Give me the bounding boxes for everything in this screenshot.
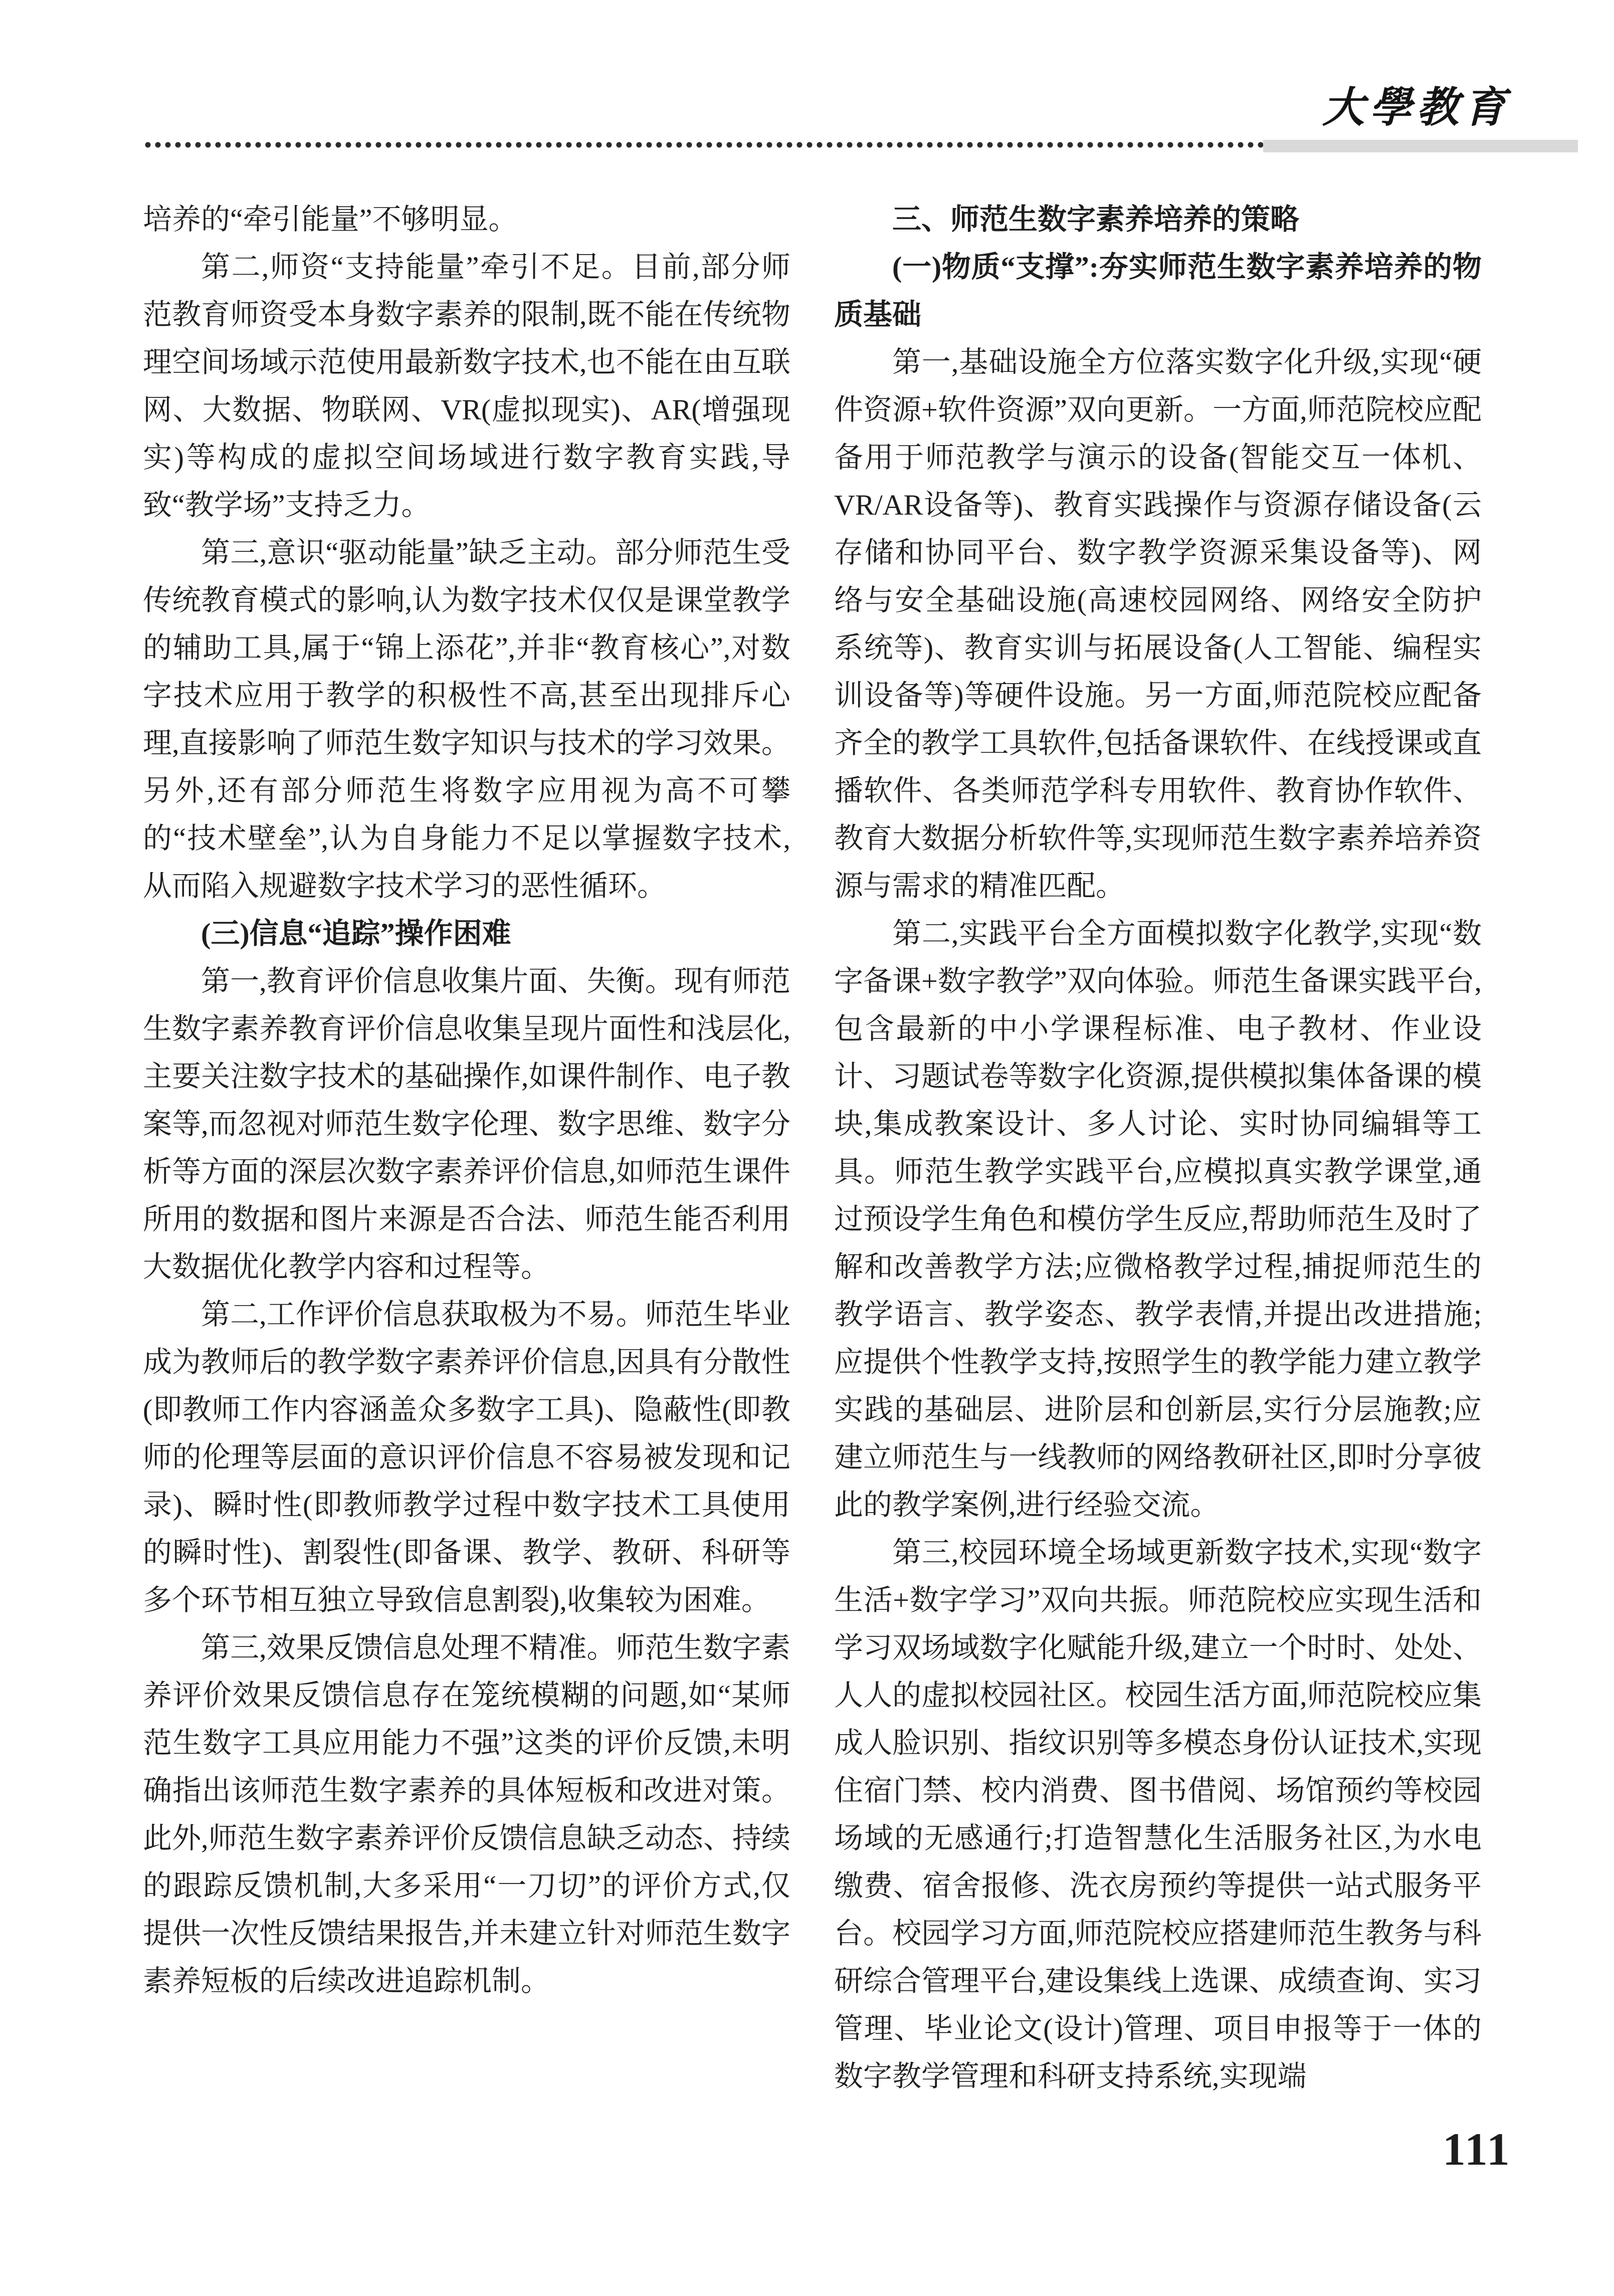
paragraph: 第二,实践平台全方面模拟数字化教学,实现“数字备课+数字教学”双向体验。师范生备课实践平台,包含最新的中小学课程标准、电子教材、作业设计、习题试卷等数字化资源,提供模拟集体备课的模块,集成教案设计、多人讨论、实时协同编辑等工具。师范生教学实践平台,应模拟真实教学课堂,通过预设学生角色和模仿学生反应,帮助师范生及时了解和改善教学方法;应微格教学过程,捕捉师范生的教学语言、教学姿态、教学表情,并提出改进措施;应提供个性教学支持,按照学生的教学能力建立教学实践的基础层、进阶层和创新层,实行分层施教;应建立师范生与一线教师的网络教研社区,即时分享彼此的教学案例,进行经验交流。 [834,917,1482,1521]
header-accent-bar [1263,140,1578,152]
paragraph: 第一,教育评价信息收集片面、失衡。现有师范生数字素养教育评价信息收集呈现片面性和浅层化,主要关注数字技术的基础操作,如课件制作、电子教案等,而忽视对师范生数字伦理、数字思维、数字分析等方面的深层次数字素养评价信息,如师范生课件所用的数据和图片来源是否合法、师范生能否利用大数据优化教学内容和过程等。 [143,965,790,1283]
paragraph: 第三,效果反馈信息处理不精准。师范生数字素养评价效果反馈信息存在笼统模糊的问题,如“某师范生数字工具应用能力不强”这类的评价反馈,未明确指出该师范生数字素养的具体短板和改进对策。此外,师范生数字素养评价反馈信息缺乏动态、持续的跟踪反馈机制,大多采用“一刀切”的评价方式,仅提供一次性反馈结果报告,并未建立针对师范生数字素养短板的后续改进追踪机制。 [143,1631,790,1997]
paragraph-continuation: 培养的“牵引能量”不够明显。 [143,203,518,236]
paragraph: 第一,基础设施全方位落实数字化升级,实现“硬件资源+软件资源”双向更新。一方面,师范院校应配备用于师范教学与演示的设备(智能交互一体机、VR/AR设备等)、教育实践操作与资源存储设备(云存储和协同平台、数字教学资源采集设备等)、网络与安全基础设施(高速校园网络、网络安全防护系统等)、教育实训与拓展设备(人工智能、编程实训设备等)等硬件设施。另一方面,师范院校应配备齐全的教学工具软件,包括备课软件、在线授课或直播软件、各类师范学科专用软件、教育协作软件、教育大数据分析软件等,实现师范生数字素养培养资源与需求的精准匹配。 [834,346,1482,902]
paragraph: 第三,校园环境全场域更新数字技术,实现“数字生活+数字学习”双向共振。师范院校应实现生活和学习双场域数字化赋能升级,建立一个时时、处处、人人的虚拟校园社区。校园生活方面,师范院校应集成人脸识别、指纹识别等多模态身份认证技术,实现住宿门禁、校内消费、图书借阅、场馆预约等校园场域的无感通行;打造智慧化生活服务社区,为水电缴费、宿舍报修、洗衣房预约等提供一站式服务平台。校园学习方面,师范院校应搭建师范生教务与科研综合管理平台,建设集线上选课、成绩查询、实习管理、毕业论文(设计)管理、项目申报等于一体的数字教学管理和科研支持系统,实现端 [834,1536,1482,2093]
paragraph: 第二,工作评价信息获取极为不易。师范生毕业成为教师后的教学数字素养评价信息,因具有分散性(即教师工作内容涵盖众多数字工具)、隐蔽性(即教师的伦理等层面的意识评价信息不容易被发现和记录)、瞬时性(即教师教学过程中数字技术工具使用的瞬时性)、割裂性(即备课、教学、教研、科研等多个环节相互独立导致信息割裂),收集较为困难。 [143,1298,790,1616]
page-number: 111 [1443,2124,1511,2175]
paragraph: 第二,师资“支持能量”牵引不足。目前,部分师范教育师资受本身数字素养的限制,既不能在传统物理空间场域示范使用最新数字技术,也不能在由互联网、大数据、物联网、VR(虚拟现实)、AR(增强现实)等构成的虚拟空间场域进行数字教育实践,导致“教学场”支持乏力。 [143,251,790,521]
journal-logo: 大學教育 [1322,85,1511,131]
paragraph: 第三,意识“驱动能量”缺乏主动。部分师范生受传统教育模式的影响,认为数字技术仅仅是课堂教学的辅助工具,属于“锦上添花”,并非“教育核心”,对数字技术应用于教学的积极性不高,甚至出现排斥心理,直接影响了师范生数字知识与技术的学习效果。另外,还有部分师范生将数字应用视为高不可攀的“技术壁垒”,认为自身能力不足以掌握数字技术,从而陷入规避数字技术学习的恶性循环。 [143,536,790,902]
header-dotted-rule [143,139,1264,150]
section-heading: 三、师范生数字素养培养的策略 [892,203,1300,236]
subsection-heading: (三)信息“追踪”操作困难 [201,917,511,950]
right-column [834,195,1482,2100]
left-column [143,195,790,2005]
subsection-heading: (一)物质“支撑”:夯实师范生数字素养培养的物质基础 [834,251,1482,331]
